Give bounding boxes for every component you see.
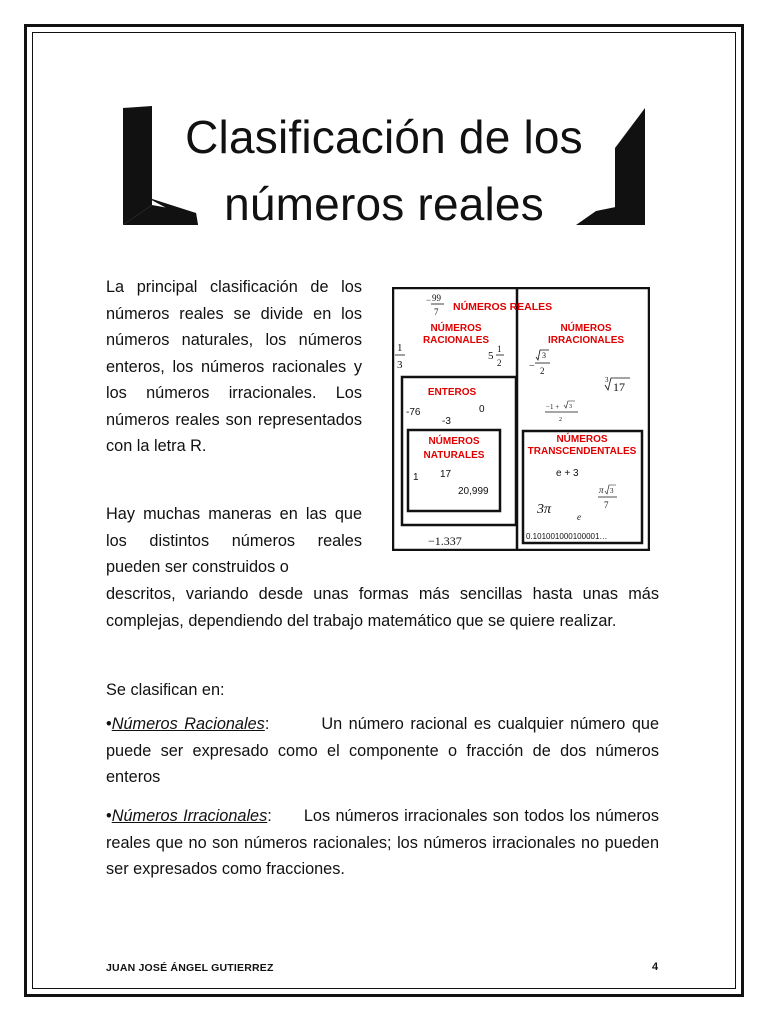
pi-sym: π xyxy=(599,485,604,495)
ex-e-plus-3: e + 3 xyxy=(556,468,579,479)
racionales-label-1: NÚMEROS xyxy=(430,323,482,334)
transcendentales-label-2: TRANSCENDENTALES xyxy=(527,446,637,457)
ex-m1337: −1.337 xyxy=(428,534,462,548)
ex-17: 17 xyxy=(440,469,452,480)
rational-definition: •Números Racionales: Un número racional es cualquier número que puede ser expresado como el componente o fracción de dos números enteros xyxy=(106,715,660,786)
ways-paragraph: Hay muchas maneras en las que los distintos números reales pueden ser construidos o xyxy=(106,505,362,576)
title-line-2: números reales xyxy=(224,177,544,230)
rational-text: Un número racional es cualquier número que puede ser expresado como el componente o fracción de dos números enteros xyxy=(106,715,660,786)
naturales-label-1: NÚMEROS xyxy=(428,436,480,447)
sqrt3-b: 3 xyxy=(569,404,572,410)
irrational-definition: •Números Irracionales: Los números irracionales son todos los números reales que no son números racionales; los números irracionales no pueden ser expresados como fracciones. xyxy=(106,807,659,878)
frac-num-a: −1 + xyxy=(546,403,560,411)
mixed-den: 2 xyxy=(497,358,502,368)
mixed-5: 5 xyxy=(488,350,494,362)
den-2-a: 2 xyxy=(540,366,545,376)
ex-e: e xyxy=(577,512,581,522)
irracionales-label-1: NÚMEROS xyxy=(560,323,612,334)
neg-sign: − xyxy=(426,295,432,305)
irrational-label: Números Irracionales xyxy=(111,807,268,825)
enteros-label: ENTEROS xyxy=(427,387,477,398)
ex-decimal: 0.101001000100001… xyxy=(526,532,608,541)
ex-zero: 0 xyxy=(479,404,485,415)
real-numbers-diagram xyxy=(392,287,650,551)
ex-m76: -76 xyxy=(406,407,421,418)
reales-label: NÚMEROS REALES xyxy=(453,301,553,313)
sqrt3-a: 3 xyxy=(542,351,546,360)
den-7-c: 7 xyxy=(604,500,609,510)
frac-99-num: 99 xyxy=(432,293,441,303)
den-2-b: 2 xyxy=(559,417,562,423)
page-title xyxy=(110,104,658,237)
cube-index: 3 xyxy=(605,376,609,384)
ex-3pi: 3π xyxy=(537,502,552,517)
neg-sqrt-sign: − xyxy=(529,361,535,372)
frac-1-3-num: 1 xyxy=(397,342,403,354)
racionales-label-2: RACIONALES xyxy=(422,335,490,346)
cbrt-17: 17 xyxy=(613,380,625,394)
frac-1-3-den: 3 xyxy=(397,359,403,371)
irrational-text: Los números irracionales son todos los números reales que no son números racionales; los números irracionales no pueden ser expresados como fracciones. xyxy=(106,807,659,878)
title-line-1: Clasificación de los xyxy=(185,111,583,163)
rational-label: Números Racionales xyxy=(111,715,265,733)
intro-paragraph: La principal clasificación de los números reales se divide en los números naturales, los números enteros, los números racionales y los números irracionales. Los números reales son representados con la letra R. xyxy=(106,278,362,455)
irracionales-label-2: IRRACIONALES xyxy=(547,335,625,346)
frac-99-den: 7 xyxy=(434,307,439,317)
transcendentales-label-1: NÚMEROS xyxy=(556,434,608,445)
ex-m3: -3 xyxy=(442,416,451,427)
classified-heading: Se clasifican en: xyxy=(106,681,225,699)
ex-20999: 20,999 xyxy=(458,486,489,497)
mixed-num: 1 xyxy=(497,344,502,354)
ex-1: 1 xyxy=(413,472,419,483)
sqrt3-c: 3 xyxy=(610,487,614,495)
naturales-label-2: NATURALES xyxy=(423,450,485,461)
footer-author: JUAN JOSÉ ÁNGEL GUTIERREZ xyxy=(106,962,274,974)
footer-page-number: 4 xyxy=(652,961,659,973)
ways-paragraph-continued: descritos, variando desde unas formas más sencillas hasta unas más complejas, dependiendo del trabajo matemático que se quiere realizar. xyxy=(106,585,659,630)
